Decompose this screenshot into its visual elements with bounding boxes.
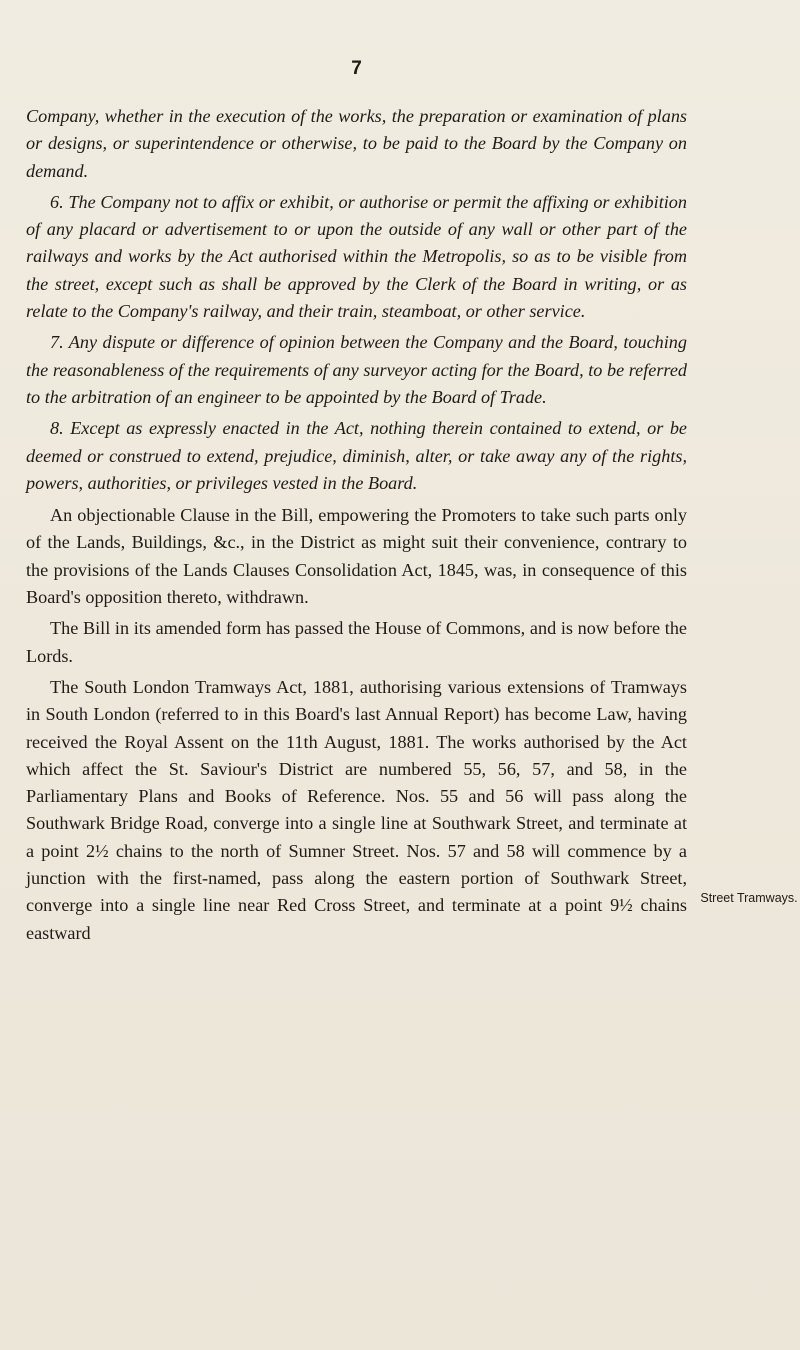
paragraph-bill-amended: The Bill in its amended form has passed the House of Commons, and is now before the Lords. [26,618,687,666]
body-text [26,103,687,947]
paragraph-clause-8: 8. Except as expressly enacted in the Act, nothing therein contained to extend, or be deemed or construed to extend, prejudice, diminish, alter, or take away any of the rights, powers, authorities, or privileges vested in the Board. [26,418,687,493]
paragraph-clause-6: 6. The Company not to affix or exhibit, or authorise or permit the affixing or exhibition of any placard or advertisement to or upon the outside of any wall or other part of the railways and works by the Act authorised within the Metropolis, so as to be visible from the street, except such as shall be approved by the Clerk of the Board in writing, or as relate to the Company's railway, and their train, steamboat, or other service. [26,191,687,322]
paragraph-continuation: Company, whether in the execution of the works, the preparation or examination of plans or designs, or superintendence or otherwise, to be paid to the Board by the Company on demand. [26,106,687,181]
page-number: 7 [351,58,362,79]
paragraph-clause-7: 7. Any dispute or difference of opinion between the Company and the Board, touching the reasonableness of the requirements of any surveyor acting for the Board, to be referred to the arbitration of an engineer to be appointed by the Board of Trade. [26,332,687,407]
paragraph-tramways-act: The South London Tramways Act, 1881, authorising various extensions of Tramways in South London (referred to in this Board's last Annual Report) has become Law, having received the Royal Assent on the 11th August, 1881. The works authorised by the Act which affect the St. Saviour's District are numbered 55, 56, 57, and 58, in the Parliamentary Plans and Books of Reference. Nos. 55 and 56 will pass along the Southwark Bridge Road, converge into a single line at Southwark Street, and terminate at a point 2½ chains to the north of Sumner Street. Nos. 57 and 58 will commence by a junction with the first-named, pass along the eastern portion of Southwark Street, converge into a single line near Red Cross Street, and terminate at a point 9½ chains eastward [26,676,687,943]
marginal-note: Street Tramways. [700,891,798,905]
paragraph-objectionable-clause: An objectionable Clause in the Bill, empowering the Promoters to take such parts only of the Lands, Buildings, &c., in the District as might suit their convenience, contrary to the provisions of the Lands Clauses Consolidation Act, 1845, was, in consequence of this Board's opposition thereto, withdrawn. [26,505,687,608]
